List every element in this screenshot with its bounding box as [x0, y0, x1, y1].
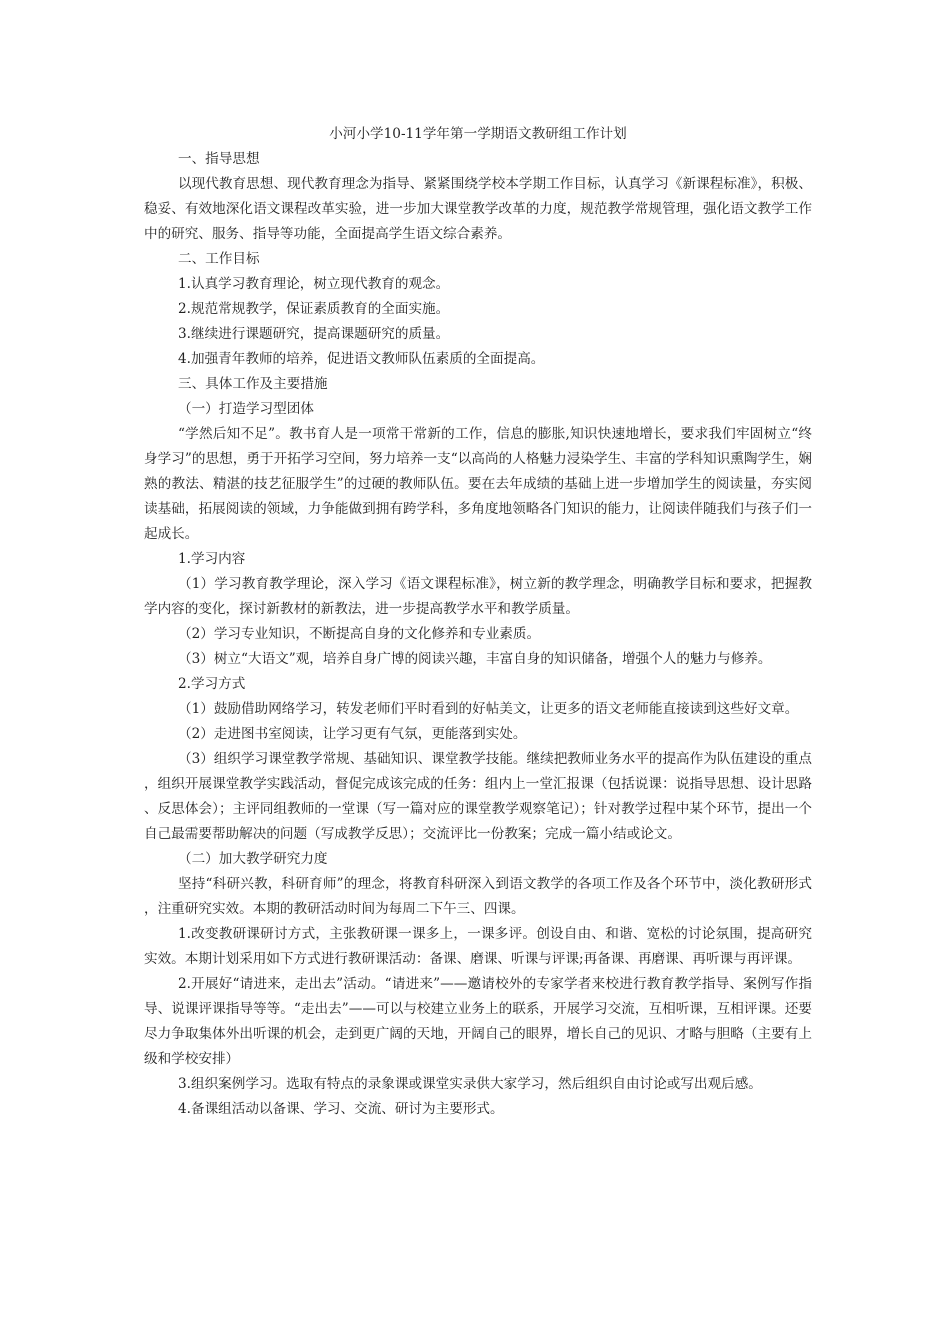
learning-content-item-3: （3）树立“大语文”观，培养自身广博的阅读兴趣，丰富自身的知识储备，增强个人的魅力与修养。 — [178, 651, 772, 667]
section-heading-measures: 三、具体工作及主要措施 — [178, 376, 328, 392]
item-heading-learning-methods: 2.学习方式 — [178, 676, 246, 692]
document-page — [144, 122, 812, 1122]
item-heading-learning-content: 1.学习内容 — [178, 551, 246, 567]
subsection-heading-teaching-research: （二）加大教学研究力度 — [178, 851, 328, 867]
learning-method-item-1: （1）鼓励借助网络学习，转发老师们平时看到的好帖美文，让更多的语文老师能直接读到这些好文章。 — [178, 701, 799, 717]
learning-method-item-2: （2）走进图书室阅读，让学习更有气氛，更能落到实处。 — [178, 726, 527, 742]
research-item-2: 2.开展好“请进来，走出去”活动。“请进来”——邀请校外的专家学者来校进行教育教学指导、案例写作指导、说课评课指导等等。“走出去”——可以与校建立业务上的联系，开展学习交流，互相听课，互相评课。还要尽力争取集体外出听课的机会，走到更广阔的天地，开阔自己的眼界，增长自己的见识、才略与胆略（主要有上级和学校安排） — [144, 976, 812, 1067]
learning-content-item-1: （1）学习教育教学理论，深入学习《语文课程标准》，树立新的教学理念，明确教学目标和要求，把握教学内容的变化，探讨新教材的新教法，进一步提高教学水平和教学质量。 — [144, 576, 812, 617]
research-item-1: 1.改变教研课研讨方式，主张教研课一课多上，一课多评。创设自由、和谐、宽松的讨论氛围，提高研究实效。本期计划采用如下方式进行教研课活动：备课、磨课、听课与评课;再备课、再磨课、再听课与再评课。 — [144, 926, 812, 967]
goal-item-4: 4.加强青年教师的培养，促进语文教师队伍素质的全面提高。 — [178, 351, 545, 367]
paragraph-guiding-ideology: 以现代教育思想、现代教育理念为指导、紧紧围绕学校本学期工作目标，认真学习《新课程标准》，积极、稳妥、有效地深化语文课程改革实验，进一步加大课堂教学改革的力度，规范教学常规管理，强化语文教学工作中的研究、服务、指导等功能，全面提高学生语文综合素养。 — [144, 176, 812, 242]
section-heading-guiding-ideology: 一、指导思想 — [178, 151, 260, 167]
research-item-4: 4.备课组活动以备课、学习、交流、研讨为主要形式。 — [178, 1101, 504, 1117]
research-item-3: 3.组织案例学习。选取有特点的录象课或课堂实录供大家学习，然后组织自由讨论或写出观后感。 — [178, 1076, 762, 1092]
goal-item-3: 3.继续进行课题研究，提高课题研究的质量。 — [178, 326, 450, 342]
learning-method-item-3: （3）组织学习课堂教学常规、基础知识、课堂教学技能。继续把教师业务水平的提高作为队伍建设的重点，组织开展课堂教学实践活动，督促完成该完成的任务：组内上一堂汇报课（包括说课：说指导思想、设计思路、反思体会）；主评同组教师的一堂课（写一篇对应的课堂教学观察笔记）；针对教学过程中某个环节，提出一个自己最需要帮助解决的问题（写成教学反思）；交流评比一份教案；完成一篇小结或论文。 — [144, 751, 812, 842]
goal-item-2: 2.规范常规教学，保证素质教育的全面实施。 — [178, 301, 450, 317]
paragraph-teaching-research: 坚持“科研兴教，科研育师”的理念，将教育科研深入到语文教学的各项工作及各个环节中，淡化教研形式，注重研究实效。本期的教研活动时间为每周二下午三、四课。 — [144, 876, 812, 917]
section-heading-work-goals: 二、工作目标 — [178, 251, 260, 267]
document-title: 小河小学10-11学年第一学期语文教研组工作计划 — [329, 126, 627, 142]
learning-content-item-2: （2）学习专业知识，不断提高自身的文化修养和专业素质。 — [178, 626, 541, 642]
goal-item-1: 1.认真学习教育理论，树立现代教育的观念。 — [178, 276, 450, 292]
paragraph-learning-team: “学然后知不足”。教书育人是一项常干常新的工作，信息的膨胀,知识快速地增长，要求我们牢固树立“终身学习”的思想，勇于开拓学习空间，努力培养一支“以高尚的人格魅力浸染学生、丰富的学科知识熏陶学生，娴熟的教法、精湛的技艺征服学生”的过硬的教师队伍。要在去年成绩的基础上进一步增加学生的阅读量，夯实阅读基础，拓展阅读的领域，力争能做到拥有跨学科，多角度地领略各门知识的能力，让阅读伴随我们与孩子们一起成长。 — [144, 426, 812, 542]
subsection-heading-learning-team: （一）打造学习型团体 — [178, 401, 314, 417]
